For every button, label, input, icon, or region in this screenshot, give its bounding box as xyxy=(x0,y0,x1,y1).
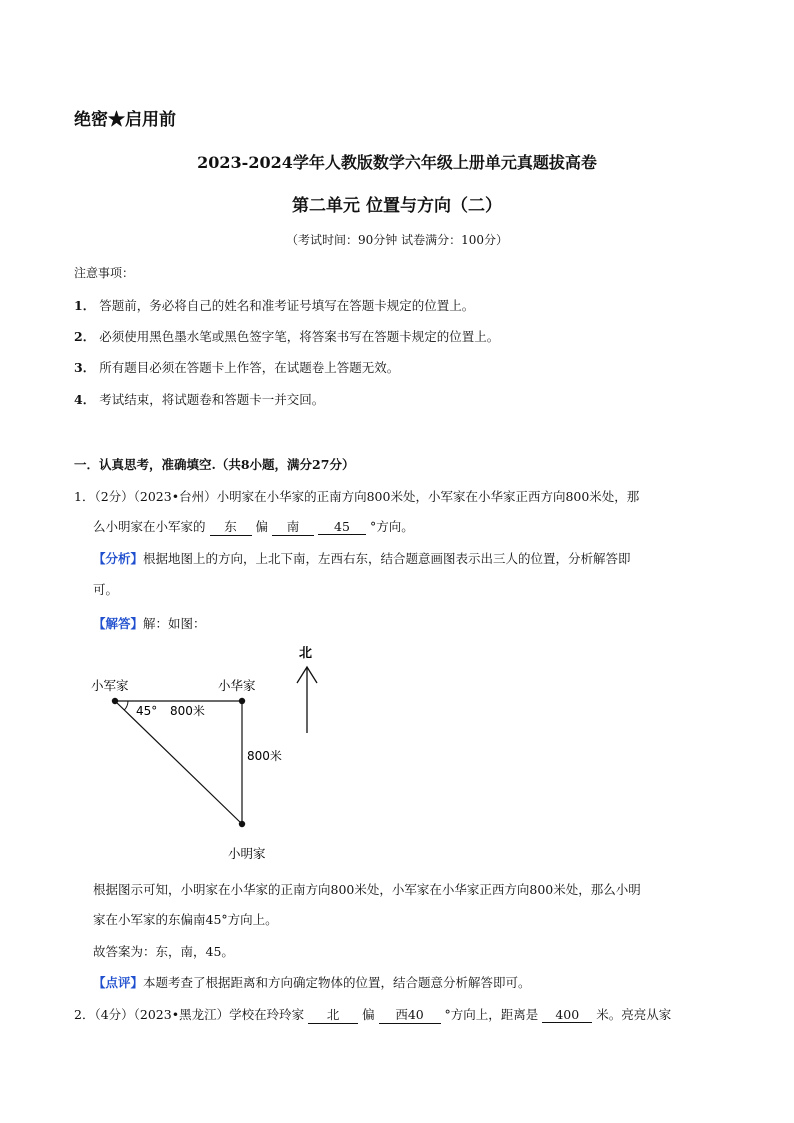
exam-subtitle: 第二单元 位置与方向（二） xyxy=(292,196,502,216)
point-xiaojun xyxy=(112,698,118,704)
q1-mid: 偏 xyxy=(255,519,268,534)
q2-blank-2: 西40 xyxy=(379,1005,441,1024)
note-item xyxy=(74,296,474,314)
q1-explain-line2: 家在小军家的东偏南45°方向上。 xyxy=(93,912,278,927)
note-number: 1． xyxy=(74,298,96,313)
q1-stem-line1: 1．（2分）（2023•台州）小明家在小华家的正南方向800米处，小军家在小华家正西方向800米处，那 xyxy=(74,489,640,504)
note-item xyxy=(74,390,324,408)
q1-analysis-cont: 可。 xyxy=(93,582,119,597)
note-text: 必须使用黑色墨水笔或黑色签字笔，将答案书写在答题卡规定的位置上。 xyxy=(99,329,500,344)
q2-blank-3: 400 xyxy=(542,1007,592,1023)
label-xiaojun: 小军家 xyxy=(91,678,129,693)
angle-label: 45° xyxy=(136,704,158,718)
q2-mid-2: °方向上，距离是 xyxy=(444,1007,539,1022)
q1-comment xyxy=(93,973,531,991)
position-diagram xyxy=(0,630,794,870)
note-number: 2． xyxy=(74,329,96,344)
exam-title: 2023-2024学年人教版数学六年级上册单元真题拔高卷 xyxy=(197,153,597,172)
angle-arc xyxy=(124,701,128,710)
q1-explain-line1: 根据图示可知，小明家在小华家的正南方向800米处，小军家在小华家正西方向800米处，那么小明 xyxy=(93,882,641,897)
analysis-text: 根据地图上的方向，上北下南，左西右东，结合题意画图表示出三人的位置，分析解答即 xyxy=(143,551,631,566)
note-item xyxy=(74,358,399,376)
north-label: 北 xyxy=(299,646,313,661)
answer-tag: 【解答】 xyxy=(93,616,144,631)
q2-blank-1: 北 xyxy=(308,1005,358,1024)
note-text: 答题前，务必将自己的姓名和准考证号填写在答题卡规定的位置上。 xyxy=(99,298,475,313)
notes-title: 注意事项： xyxy=(74,266,135,280)
label-xiaoming: 小明家 xyxy=(228,846,266,861)
q1-stem-line2 xyxy=(93,517,414,536)
q1-analysis xyxy=(93,549,631,567)
secret-label: 绝密★启用前 xyxy=(74,110,176,130)
point-xiaohua xyxy=(239,698,245,704)
distance-vertical: 800米 xyxy=(247,749,282,763)
exam-info: （考试时间：90分钟 试卷满分：100分） xyxy=(286,233,508,247)
q1-suffix: °方向。 xyxy=(369,519,414,534)
q2-suffix: 米。亮亮从家 xyxy=(596,1007,672,1022)
q1-final-answer: 故答案为：东，南，45。 xyxy=(93,944,234,959)
q1-blank-1: 东 xyxy=(210,517,252,536)
comment-tag: 【点评】 xyxy=(93,975,144,990)
note-text: 考试结束，将试题卷和答题卡一并交回。 xyxy=(99,392,325,407)
note-number: 3． xyxy=(74,360,96,375)
q2-prefix: 2．（4分）（2023•黑龙江）学校在玲玲家 xyxy=(74,1007,305,1022)
note-number: 4． xyxy=(74,392,96,407)
q2-mid-1: 偏 xyxy=(362,1007,375,1022)
note-item xyxy=(74,327,499,345)
section-title: 一．认真思考，准确填空.（共8小题，满分27分） xyxy=(74,457,355,472)
segment-xiaojun-xiaoming xyxy=(115,701,242,824)
q2-stem xyxy=(74,1005,671,1024)
q1-blank-3: 45 xyxy=(318,519,366,535)
note-text: 所有题目必须在答题卡上作答，在试题卷上答题无效。 xyxy=(99,360,400,375)
q1-prefix: 么小明家在小军家的 xyxy=(93,519,206,534)
label-xiaohua: 小华家 xyxy=(218,678,256,693)
answer-text: 解：如图： xyxy=(143,616,206,631)
point-xiaoming xyxy=(239,821,245,827)
analysis-tag: 【分析】 xyxy=(93,551,144,566)
comment-text: 本题考查了根据距离和方向确定物体的位置，结合题意分析解答即可。 xyxy=(143,975,531,990)
distance-horizontal: 800米 xyxy=(170,704,205,718)
q1-blank-2: 南 xyxy=(272,517,314,536)
